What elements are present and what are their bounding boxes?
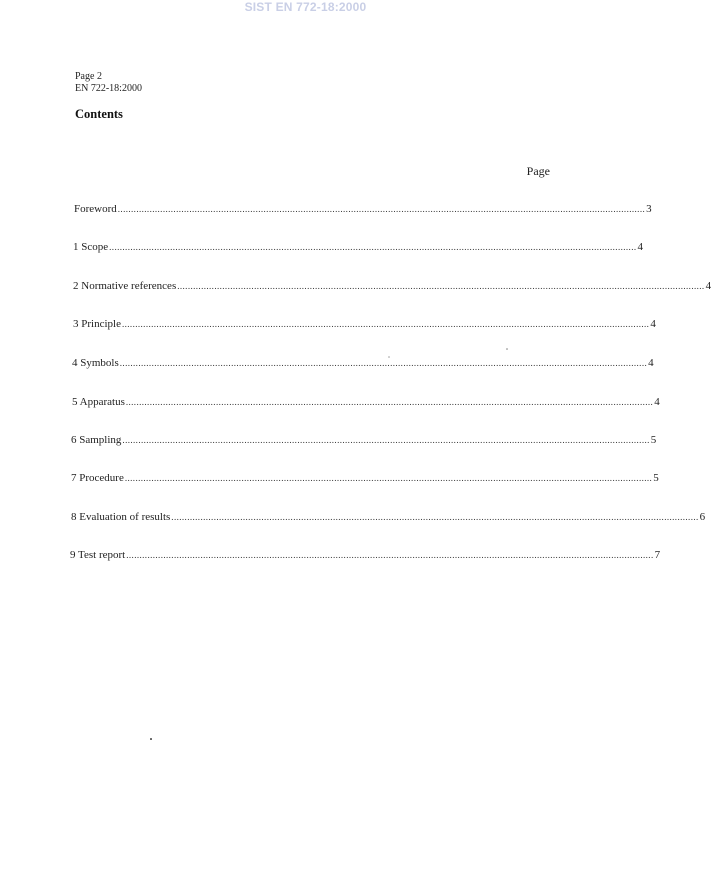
page-header <box>75 71 142 95</box>
toc-entry[interactable] <box>73 279 711 293</box>
toc-entry[interactable] <box>74 202 652 216</box>
toc-dot-leader: ....................................................................................................................................................................................................... <box>171 512 699 522</box>
toc-entry-page: 4 <box>654 396 660 408</box>
toc-entry[interactable] <box>70 548 661 562</box>
toc-entry[interactable] <box>72 395 660 409</box>
toc-entry-label: 5 Apparatus <box>72 396 125 408</box>
toc-entry[interactable] <box>73 240 643 254</box>
toc-entry[interactable] <box>73 317 656 331</box>
toc-entry-page: 7 <box>654 549 661 561</box>
toc-entry-label: 3 Principle <box>73 318 121 330</box>
toc-dot-leader: ....................................................................................................................................................................................................... <box>126 550 654 560</box>
toc-entry-label: 1 Scope <box>73 241 109 253</box>
toc-entry-label: 9 Test report <box>70 549 126 561</box>
toc-entry[interactable] <box>72 356 654 370</box>
toc-entry-page: 6 <box>699 511 706 523</box>
toc-dot-leader: ....................................................................................................................................................................................................... <box>119 358 648 368</box>
toc-entry-label: 7 Procedure <box>71 472 124 484</box>
toc-entry[interactable] <box>71 510 706 524</box>
toc-entry-page: 4 <box>650 318 656 330</box>
toc-dot-leader: ....................................................................................................................................................................................................... <box>122 435 650 445</box>
scan-speck <box>150 738 152 740</box>
toc-dot-leader: ....................................................................................................................................................................................................... <box>124 473 653 483</box>
toc-dot-leader: ....................................................................................................................................................................................................... <box>109 242 637 252</box>
toc-entry-page: 4 <box>705 280 711 292</box>
toc-entry-label: 6 Sampling <box>71 434 122 446</box>
page-number-label: Page 2 <box>75 71 102 82</box>
watermark-document-id: SIST EN 772-18:2000 <box>244 0 367 14</box>
scan-speck <box>388 356 390 358</box>
page-column-heading: Page <box>526 164 550 178</box>
toc-entry-page: 4 <box>637 241 643 253</box>
standard-identifier: EN 722-18:2000 <box>75 83 142 94</box>
toc-entry-label: Foreword <box>74 203 117 215</box>
toc-dot-leader: ....................................................................................................................................................................................................... <box>177 281 705 291</box>
toc-entry-label: 4 Symbols <box>72 357 119 369</box>
toc-dot-leader: ....................................................................................................................................................................................................... <box>125 397 654 407</box>
toc-entry-page: 4 <box>648 357 654 369</box>
toc-dot-leader: ....................................................................................................................................................................................................... <box>117 204 646 214</box>
toc-entry[interactable] <box>71 471 659 485</box>
toc-dot-leader: ....................................................................................................................................................................................................... <box>121 319 650 329</box>
toc-entry-label: 8 Evaluation of results <box>71 511 171 523</box>
scan-speck <box>506 348 508 350</box>
toc-entry-page: 5 <box>653 472 659 484</box>
toc-entry[interactable] <box>71 433 657 447</box>
contents-heading: Contents <box>75 107 123 121</box>
toc-entry-label: 2 Normative references <box>73 280 177 292</box>
toc-entry-page: 3 <box>646 203 652 215</box>
toc-entry-page: 5 <box>650 434 657 446</box>
